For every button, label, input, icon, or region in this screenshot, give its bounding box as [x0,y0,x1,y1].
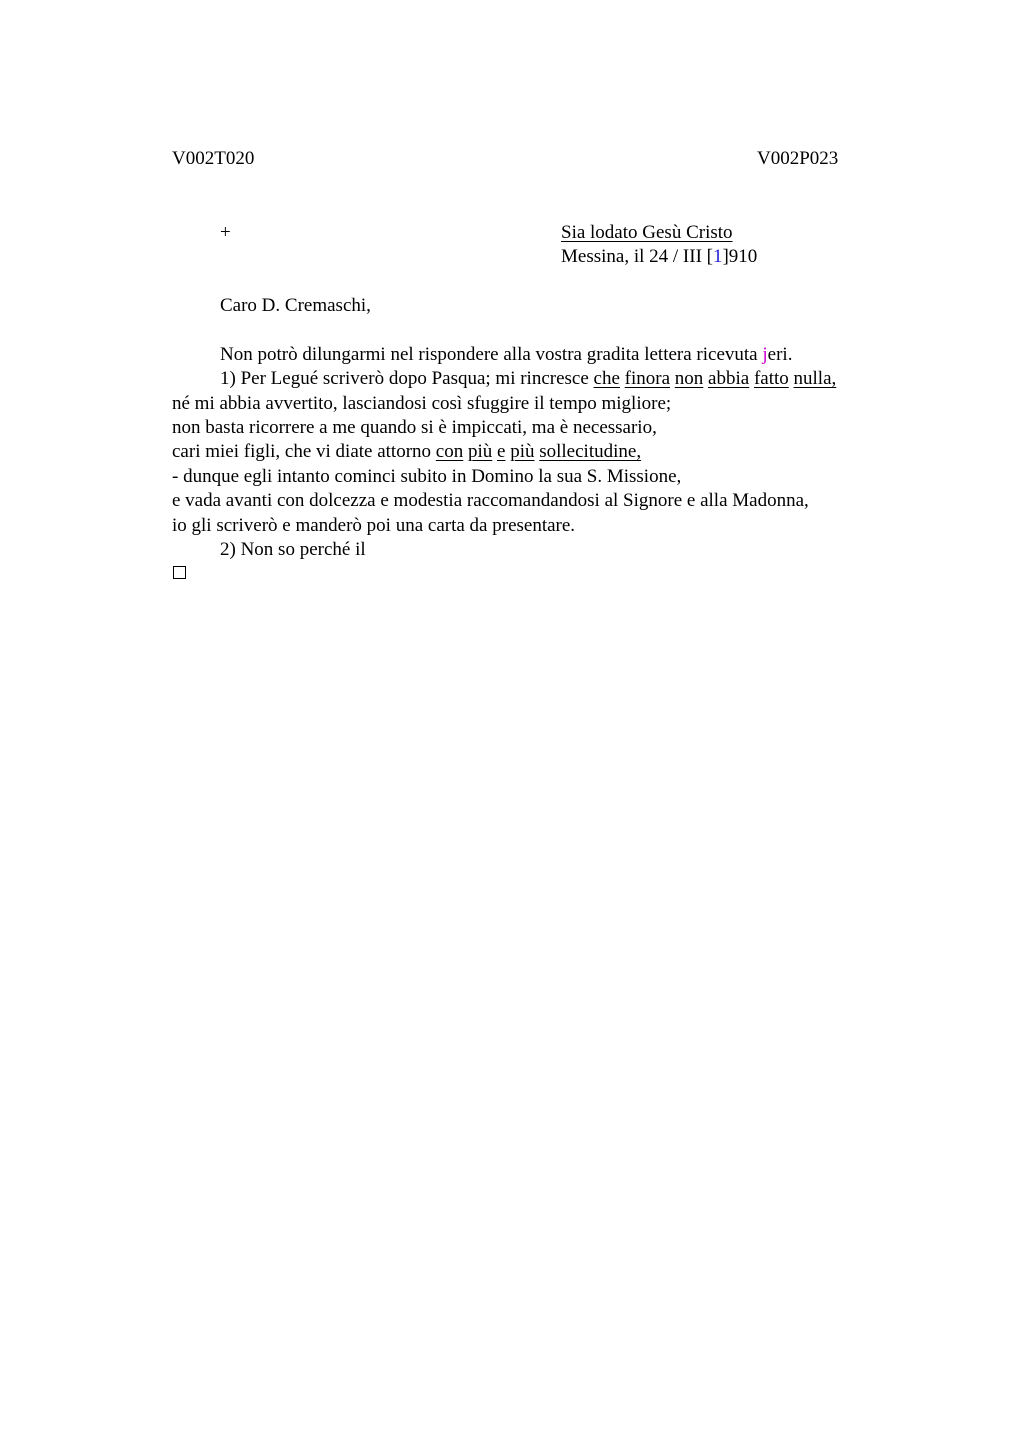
underlined-word: finora [624,368,671,389]
body-line-2 [220,367,836,391]
body-line-1-text: Non potrò dilungarmi nel rispondere alla vostra gradita lettera ricevuta [220,344,763,365]
body-line-5-lead: cari miei figli, che vi diate attorno [172,441,436,462]
invocation-heading: Sia lodato Gesù Cristo [561,222,733,243]
dateline [561,245,757,269]
highlighted-letter: j [762,344,768,365]
document-code-left: V002T020 [172,148,255,169]
underlined-word: fatto [753,368,789,389]
body-line-1 [220,343,792,367]
cross-symbol: + [220,222,231,243]
body-line-1-end: eri. [767,344,793,365]
body-line-2-lead: 1) Per Legué scriverò dopo Pasqua; mi rincresce [220,368,594,389]
underlined-word: nulla, [793,368,837,389]
body-line-7: e vada avanti con dolcezza e modestia raccomandandosi al Signore e alla Madonna, [172,490,809,511]
dateline-suffix: ]910 [722,246,758,267]
body-line-5 [172,440,641,464]
body-line-8: io gli scriverò e manderò poi una carta da presentare. [172,515,576,536]
body-line-3: né mi abbia avvertito, lasciandosi così sfuggire il tempo migliore; [172,393,672,414]
body-line-4: non basta ricorrere a me quando si è impiccati, ma è necessario, [172,417,657,438]
underlined-word: e [497,441,506,462]
body-line-9: 2) Non so perché il [220,539,366,560]
underlined-word: con [435,441,464,462]
underlined-word: più [510,441,535,462]
end-marker-box-icon [173,566,186,579]
underlined-word: abbia [708,368,750,389]
underlined-word: più [467,441,493,462]
document-code-right: V002P023 [757,148,839,169]
underlined-word: sollecitudine, [539,441,642,462]
underlined-word: che [593,368,620,389]
greeting: Caro D. Cremaschi, [220,295,371,316]
underlined-word: non [674,368,704,389]
body-line-6: - dunque egli intanto cominci subito in Domino la sua S. Missione, [172,466,682,487]
dateline-prefix: Messina, il 24 / III [ [561,246,713,267]
dateline-bracket-digit: 1 [712,246,723,267]
